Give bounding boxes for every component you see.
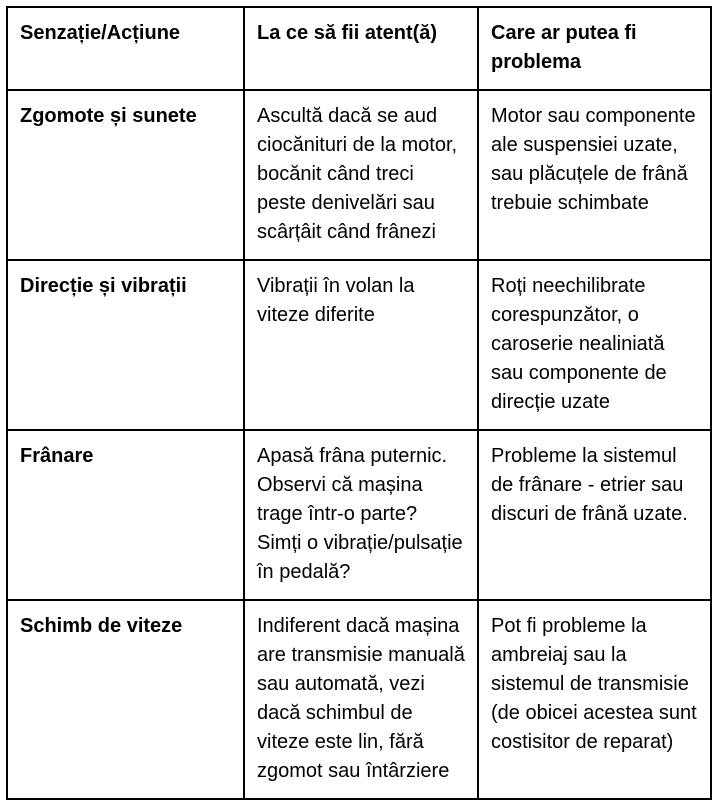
row-label-noises-and-sounds: Zgomote și sunete — [7, 90, 244, 260]
cell-problem-gear-shifting: Pot fi probleme la ambreiaj sau la sistemul de transmisie (de obicei acestea sunt costisitor de reparat) — [478, 600, 711, 799]
cell-watch-for-braking: Apasă frâna puternic. Observi că mașina trage într-o parte? Simți o vibrație/pulsație în pedală? — [244, 430, 478, 600]
cell-problem-steering-and-vibrations: Roți neechilibrate corespunzător, o caroserie nealiniată sau componente de direcție uzate — [478, 260, 711, 430]
cell-watch-for-noises-and-sounds: Ascultă dacă se aud ciocănituri de la motor, bocănit când treci peste denivelări sau scârțâit când frânezi — [244, 90, 478, 260]
row-label-gear-shifting: Schimb de viteze — [7, 600, 244, 799]
cell-problem-braking: Probleme la sistemul de frânare - etrier sau discuri de frână uzate. — [478, 430, 711, 600]
table-row — [7, 260, 711, 430]
table-row — [7, 90, 711, 260]
row-label-braking: Frânare — [7, 430, 244, 600]
row-label-steering-and-vibrations: Direcție și vibrații — [7, 260, 244, 430]
table-header-row — [7, 7, 711, 90]
diagnostics-table — [6, 6, 712, 800]
cell-watch-for-steering-and-vibrations: Vibrații în volan la viteze diferite — [244, 260, 478, 430]
column-header-possible-problem: Care ar putea fi problema — [478, 7, 711, 90]
table-body — [7, 90, 711, 799]
table-row — [7, 430, 711, 600]
cell-problem-noises-and-sounds: Motor sau componente ale suspensiei uzate, sau plăcuțele de frână trebuie schimbate — [478, 90, 711, 260]
column-header-sensation-action: Senzație/Acțiune — [7, 7, 244, 90]
table-header — [7, 7, 711, 90]
table-row — [7, 600, 711, 799]
cell-watch-for-gear-shifting: Indiferent dacă mașina are transmisie manuală sau automată, vezi dacă schimbul de viteze este lin, fără zgomot sau întârziere — [244, 600, 478, 799]
column-header-what-to-watch-for: La ce să fii atent(ă) — [244, 7, 478, 90]
